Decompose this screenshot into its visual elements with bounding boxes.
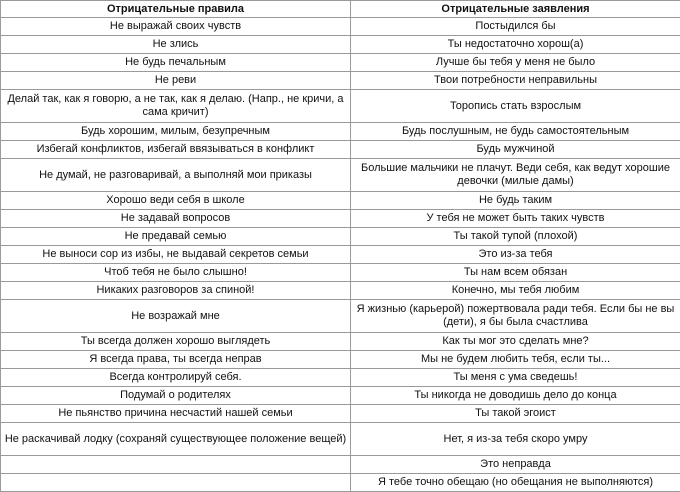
rule-cell: Не раскачивай лодку (сохраняй существующее положение вещей) bbox=[1, 423, 351, 456]
table-row bbox=[1, 228, 680, 246]
rule-cell: Не возражай мне bbox=[1, 300, 351, 333]
table-row bbox=[1, 387, 680, 405]
statement-cell: Ты такой тупой (плохой) bbox=[351, 228, 680, 246]
header-negative-statements: Отрицательные заявления bbox=[351, 1, 680, 18]
rule-cell: Не злись bbox=[1, 36, 351, 54]
statement-cell: Я жизнью (карьерой) пожертвовала ради тебя. Если бы не вы (дети), я бы была счастлива bbox=[351, 300, 680, 333]
statement-cell: Лучше бы тебя у меня не было bbox=[351, 54, 680, 72]
rule-cell bbox=[1, 456, 351, 474]
statement-cell: Ты такой эгоист bbox=[351, 405, 680, 423]
statement-cell: Твои потребности неправильны bbox=[351, 72, 680, 90]
statement-cell: Будь послушным, не будь самостоятельным bbox=[351, 123, 680, 141]
table-row bbox=[1, 18, 680, 36]
table-row bbox=[1, 141, 680, 159]
table-row bbox=[1, 159, 680, 192]
rule-cell: Не выноси сор из избы, не выдавай секретов семьи bbox=[1, 246, 351, 264]
header-negative-rules: Отрицательные правила bbox=[1, 1, 351, 18]
statement-cell: Я тебе точно обещаю (но обещания не выполняются) bbox=[351, 474, 680, 492]
statement-cell: Это из-за тебя bbox=[351, 246, 680, 264]
table-row bbox=[1, 90, 680, 123]
statement-cell: Ты никогда не доводишь дело до конца bbox=[351, 387, 680, 405]
statement-cell: Будь мужчиной bbox=[351, 141, 680, 159]
statement-cell: Как ты мог это сделать мне? bbox=[351, 333, 680, 351]
statement-cell: Ты недостаточно хорош(а) bbox=[351, 36, 680, 54]
header-row bbox=[1, 1, 680, 18]
rule-cell: Ты всегда должен хорошо выглядеть bbox=[1, 333, 351, 351]
statement-cell: Торопись стать взрослым bbox=[351, 90, 680, 123]
statement-cell: Нет, я из-за тебя скоро умру bbox=[351, 423, 680, 456]
statement-cell: Это неправда bbox=[351, 456, 680, 474]
rule-cell: Не выражай своих чувств bbox=[1, 18, 351, 36]
table-row bbox=[1, 282, 680, 300]
statement-cell: Конечно, мы тебя любим bbox=[351, 282, 680, 300]
table-row bbox=[1, 36, 680, 54]
table-row bbox=[1, 72, 680, 90]
rule-cell: Чтоб тебя не было слышно! bbox=[1, 264, 351, 282]
statement-cell: Мы не будем любить тебя, если ты... bbox=[351, 351, 680, 369]
rule-cell: Будь хорошим, милым, безупречным bbox=[1, 123, 351, 141]
rule-cell: Не пьянство причина несчастий нашей семьи bbox=[1, 405, 351, 423]
rule-cell bbox=[1, 474, 351, 492]
table-row bbox=[1, 300, 680, 333]
statement-cell: Ты меня с ума сведешь! bbox=[351, 369, 680, 387]
rule-cell: Хорошо веди себя в школе bbox=[1, 192, 351, 210]
table-row bbox=[1, 246, 680, 264]
table-row bbox=[1, 123, 680, 141]
rule-cell: Не предавай семью bbox=[1, 228, 351, 246]
statement-cell: Ты нам всем обязан bbox=[351, 264, 680, 282]
table-row bbox=[1, 456, 680, 474]
table-row bbox=[1, 474, 680, 492]
table-row bbox=[1, 210, 680, 228]
rule-cell: Не думай, не разговаривай, а выполняй мои приказы bbox=[1, 159, 351, 192]
rule-cell: Всегда контролируй себя. bbox=[1, 369, 351, 387]
rule-cell: Подумай о родителях bbox=[1, 387, 351, 405]
table-row bbox=[1, 405, 680, 423]
rule-cell: Не реви bbox=[1, 72, 351, 90]
statement-cell: Большие мальчики не плачут. Веди себя, как ведут хорошие девочки (милые дамы) bbox=[351, 159, 680, 192]
rule-cell: Не задавай вопросов bbox=[1, 210, 351, 228]
table-row bbox=[1, 369, 680, 387]
rule-cell: Делай так, как я говорю, а не так, как я делаю. (Напр., не кричи, а сама кричит) bbox=[1, 90, 351, 123]
table-row bbox=[1, 54, 680, 72]
rule-cell: Никаких разговоров за спиной! bbox=[1, 282, 351, 300]
rule-cell: Я всегда права, ты всегда неправ bbox=[1, 351, 351, 369]
table-row bbox=[1, 192, 680, 210]
rule-cell: Не будь печальным bbox=[1, 54, 351, 72]
table-row bbox=[1, 351, 680, 369]
statement-cell: Постыдился бы bbox=[351, 18, 680, 36]
statement-cell: Не будь таким bbox=[351, 192, 680, 210]
table-row bbox=[1, 333, 680, 351]
rule-cell: Избегай конфликтов, избегай ввязываться в конфликт bbox=[1, 141, 351, 159]
table-row bbox=[1, 264, 680, 282]
statement-cell: У тебя не может быть таких чувств bbox=[351, 210, 680, 228]
table-row bbox=[1, 423, 680, 456]
